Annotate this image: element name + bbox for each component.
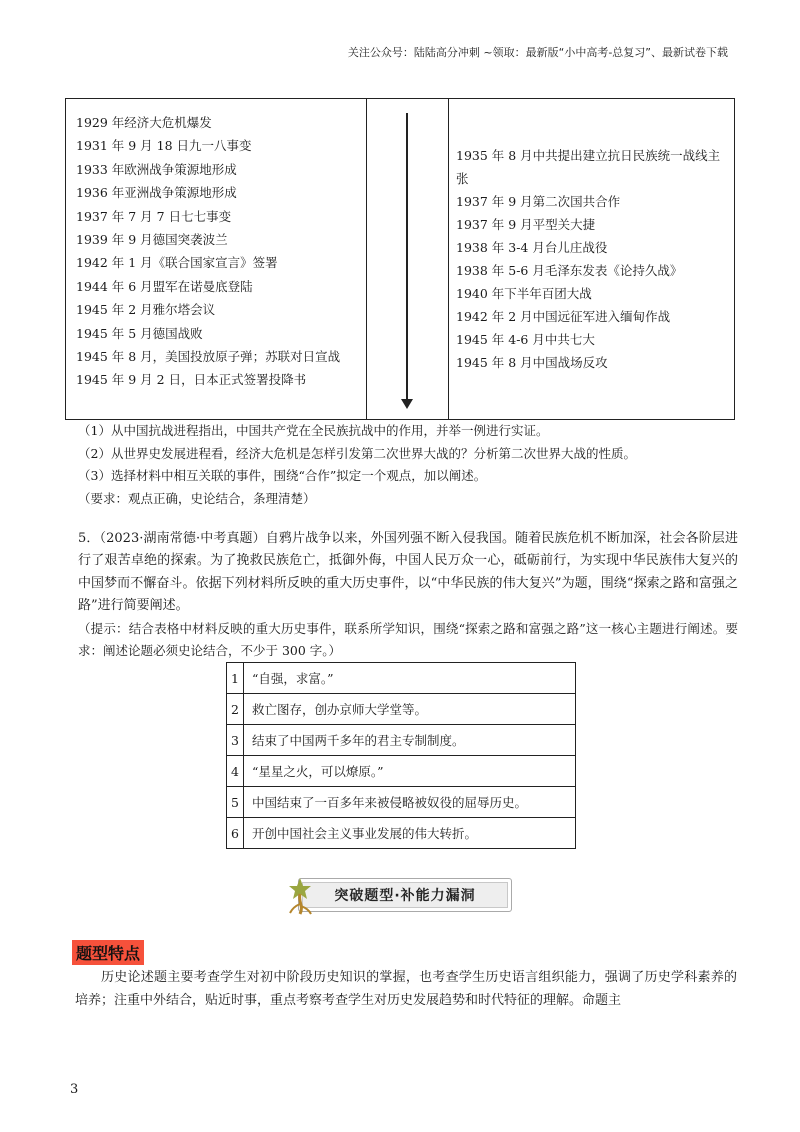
- question-5: [78, 528, 738, 662]
- world-event-item: 1945 年 9 月 2 日，日本正式签署投降书: [76, 372, 307, 388]
- china-event-item: 1945 年 4-6 月中共七大: [456, 332, 595, 347]
- material-row: [227, 756, 576, 787]
- question-5-hint: （提示：结合表格中材料反映的重大历史事件，联系所学知识，围绕“探索之路和富强之路”这一核心主题进行阐述。要求：阐述论题必须史论结合，不少于 300 字。）: [78, 620, 738, 659]
- world-event-item: 1939 年 9 月德国突袭波兰: [76, 232, 228, 248]
- material-row-number: 2: [227, 694, 244, 725]
- china-event-item: 1940 年下半年百团大战: [456, 286, 592, 301]
- china-event-item: 1935 年 8 月中共提出建立抗日民族统一战线主张: [456, 148, 721, 186]
- question-4-subquestions: [78, 420, 738, 510]
- page-header: 关注公众号：陆陆高分冲刺 ~领取：最新版“小中高考-总复习”、最新试卷下载: [347, 46, 728, 59]
- subquestion-1: （1）从中国抗战进程指出，中国共产党在全民族抗战中的作用，并举一例进行实证。: [78, 423, 549, 438]
- material-row-text: 结束了中国两千多年的君主专制制度。: [243, 725, 575, 756]
- material-table: [226, 662, 576, 849]
- page-number: 3: [70, 1082, 79, 1097]
- world-event-item: 1929 年经济大危机爆发: [76, 115, 212, 130]
- material-row-number: 1: [227, 663, 244, 694]
- material-row-text: 中国结束了一百多年来被侵略被奴役的屈辱历史。: [243, 787, 575, 818]
- material-row-number: 4: [227, 756, 244, 787]
- timeline-arrow-line: [406, 113, 408, 400]
- material-row-text: 救亡图存，创办京师大学堂等。: [243, 694, 575, 725]
- china-event-item: 1937 年 9 月平型关大捷: [456, 217, 596, 232]
- world-event-item: 1945 年 2 月雅尔塔会议: [76, 302, 216, 318]
- material-row-number: 6: [227, 818, 244, 849]
- world-event-item: 1945 年 8 月，美国投放原子弹；苏联对日宣战: [76, 349, 341, 365]
- subquestion-2: （2）从世界史发展进程看，经济大危机是怎样引发第二次世界大战的？分析第二次世界大战的性质。: [78, 445, 636, 461]
- world-event-item: 1945 年 5 月德国战败: [76, 325, 203, 341]
- world-event-item: 1933 年欧洲战争策源地形成: [76, 161, 237, 177]
- material-row: [227, 787, 576, 818]
- china-events-list: [456, 144, 726, 374]
- china-event-item: 1945 年 8 月中国战场反攻: [456, 355, 608, 370]
- material-row: [227, 663, 576, 694]
- section-title: 题型特点: [72, 940, 144, 965]
- material-row-text: “自强，求富。”: [243, 663, 575, 694]
- timeline-arrow-column: [366, 99, 449, 419]
- material-row: [227, 818, 576, 849]
- material-row-number: 3: [227, 725, 244, 756]
- china-event-item: 1938 年 3-4 月台儿庄战役: [456, 240, 608, 255]
- section-body: 历史论述题主要考查学生对初中阶段历史知识的掌握，也考查学生历史语言组织能力，强调了历史学科素养的培养；注重中外结合，贴近时事，重点考察考查学生对历史发展趋势和时代特征的理解。命题主: [75, 970, 737, 1008]
- world-event-item: 1944 年 6 月盟军在诺曼底登陆: [76, 278, 253, 294]
- world-event-item: 1942 年 1 月《联合国家宣言》签署: [76, 255, 278, 271]
- arrow-down-icon: [401, 399, 413, 409]
- china-event-item: 1938 年 5-6 月毛泽东发表《论持久战》: [456, 263, 683, 278]
- material-row-number: 5: [227, 787, 244, 818]
- timeline-table: [65, 98, 735, 420]
- banner-label: 突破题型·补能力漏洞: [298, 878, 512, 912]
- question-5-stem: 5．（2023·湖南常德·中考真题）自鸦片战争以来，外国列强不断入侵我国。随着民族危机不断加深，社会各阶层进行了艰苦卓绝的探索。为了挽救民族危亡，抵御外侮，中国人民万众一心，砥砺前行，为实现中华民族伟大复兴的中国梦而不懈奋斗。依据下列材料所反映的重大历史事件，以“中华民族的伟大复兴”为题，围绕“探索之路和富强之路”进行简要阐述。: [78, 531, 738, 614]
- world-event-item: 1931 年 9 月 18 日九一八事变: [76, 138, 252, 154]
- china-event-item: 1937 年 9 月第二次国共合作: [456, 194, 621, 209]
- answer-requirement: （要求：观点正确，史论结合，条理清楚）: [78, 490, 316, 506]
- material-row-text: “星星之火，可以燎原。”: [243, 756, 575, 787]
- world-events-column: [66, 99, 367, 419]
- material-row-text: 开创中国社会主义事业发展的伟大转折。: [243, 818, 575, 849]
- world-events-list: [76, 111, 358, 392]
- china-event-item: 1942 年 2 月中国远征军进入缅甸作战: [456, 309, 671, 324]
- material-row: [227, 725, 576, 756]
- section-banner: [280, 872, 512, 916]
- ginseng-icon: [280, 872, 320, 916]
- world-event-item: 1936 年亚洲战争策源地形成: [76, 185, 237, 201]
- subquestion-3: （3）选择材料中相互关联的事件，围绕“合作”拟定一个观点，加以阐述。: [78, 468, 487, 483]
- world-event-item: 1937 年 7 月 7 日七七事变: [76, 208, 232, 224]
- china-events-column: [448, 99, 734, 419]
- material-row: [227, 694, 576, 725]
